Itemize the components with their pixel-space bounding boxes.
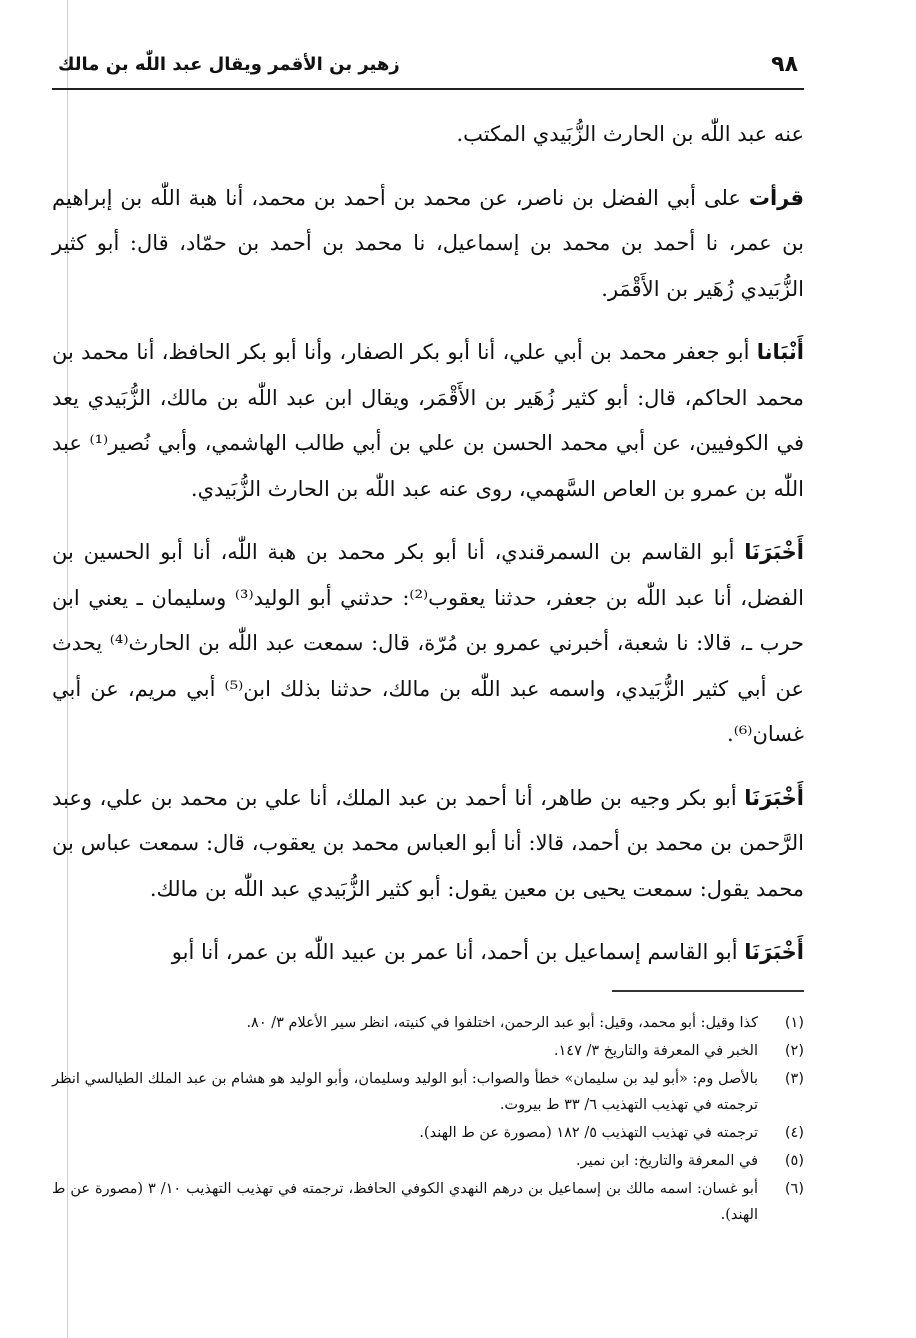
page-header [52,48,804,90]
paragraph-text: أبو القاسم بن السمرقندي، أنا أبو بكر محمد بن هبة اللّٰه، أنا أبو الحسين بن الفضل، أنا عبد اللّٰه بن جعفر، حدثنا يعقوب⁽²⁾: حدثني أبو الوليد⁽³⁾ وسليمان ـ يعني ابن حرب ـ، قالا: نا شعبة، أخبرني عمرو بن مُرّة، قال: سمعت عبد اللّٰه بن الحارث⁽⁴⁾ يحدث عن أبي كثير الزُّبَيدي، واسمه عبد اللّٰه بن مالك، حدثنا بذلك ابن⁽⁵⁾ أبي مريم، عن أبي غسان⁽⁶⁾. [52,540,804,746]
footnote [52,1176,804,1228]
footnote-number: (١) [784,1015,804,1031]
paragraph [52,330,804,512]
paragraph-text: على أبي الفضل بن ناصر، عن محمد بن أحمد بن محمد، أنا هبة اللّٰه بن إبراهيم بن عمر، نا أحمد بن محمد بن إسماعيل، نا محمد بن أحمد بن حمّاد، قال: أبو كثير الزُّبَيدي زُهَير بن الأَقْمَر. [52,185,804,301]
paragraph-text: أبو القاسم إسماعيل بن أحمد، أنا عمر بن عبيد اللّٰه بن عمر، أنا أبو [171,940,745,964]
paragraph [52,176,804,313]
paragraph-text: أبو جعفر محمد بن أبي علي، أنا أبو بكر الصفار، وأنا أبو بكر الحافظ، أنا محمد بن محمد الحاكم، قال: أبو كثير زُهَير بن الأَقْمَر، ويقال ابن عبد اللّٰه بن مالك، الزُّبَيدي يعد في الكوفيين، عن أبي محمد الحسن بن علي بن أبي طالب الهاشمي، وأبي نُصير⁽¹⁾ عبد اللّٰه بن عمرو بن العاص السَّهمي، روى عنه عبد اللّٰه بن الحارث الزُّبَيدي. [52,340,804,501]
paragraph [52,530,804,758]
paragraph [52,930,804,976]
footnote [52,1010,804,1036]
paragraph-lead: قرأت [748,185,804,210]
paragraph-lead: أَخْبَرَنَا [744,540,804,564]
running-title: زهير بن الأقمر ويقال عبد اللّٰه بن مالك [58,54,400,75]
footnote [52,1038,804,1064]
paragraph-lead: أَخْبَرَنَا [744,785,804,810]
footnote-number: (٤) [784,1125,804,1141]
footnote-text: الخبر في المعرفة والتاريخ ٣/ ١٤٧. [553,1043,758,1059]
footnote-text: ترجمته في تهذيب التهذيب ٥/ ١٨٢ (مصورة عن ط الهند). [419,1125,758,1141]
footnote-text: كذا وقيل: أبو محمد، وقيل: أبو عبد الرحمن، اختلفوا في كنيته، انظر سير الأعلام ٣/ ٨٠. [246,1015,758,1031]
footnote-number: (٦) [784,1181,804,1197]
paragraph-text: عنه عبد اللّٰه بن الحارث الزُّبَيدي المكتب. [456,122,804,146]
page-number: ٩٨ [771,52,798,77]
footnote-number: (٣) [784,1071,804,1087]
footnote [52,1120,804,1146]
footnotes [52,1010,804,1230]
footnote-separator [612,990,804,992]
footnote-number: (٢) [784,1043,804,1059]
main-text [52,112,804,994]
footnote [52,1066,804,1118]
paragraph-lead: أَخْبَرَنَا [744,940,804,964]
paragraph [52,776,804,913]
footnote [52,1148,804,1174]
footnote-text: أبو غسان: اسمه مالك بن إسماعيل بن درهم النهدي الكوفي الحافظ، ترجمته في تهذيب التهذيب ١٠/ ٣ (مصورة عن ط الهند). [52,1181,758,1223]
footnote-text: بالأصل وم: «أبو ليد بن سليمان» خطأ والصواب: أبو الوليد وسليمان، وأبو الوليد هو هشام بن عبد الملك الطيالسي انظر ترجمته في تهذيب التهذيب ٦/ ٣٣ ط بيروت. [52,1071,758,1113]
paragraph-text: أبو بكر وجيه بن طاهر، أنا أحمد بن عبد الملك، أنا علي بن محمد بن علي، وعبد الرَّحمن بن محمد بن أحمد، قالا: أنا أبو العباس محمد بن يعقوب، قال: سمعت عباس بن محمد يقول: سمعت يحيى بن معين يقول: أبو كثير الزُّبَيدي عبد اللّٰه بن مالك. [52,785,804,901]
paragraph [52,112,804,158]
paragraph-lead: أَنْبَانا [756,340,804,364]
footnote-text: في المعرفة والتاريخ: ابن نمير. [575,1153,758,1169]
footnote-number: (٥) [784,1153,804,1169]
